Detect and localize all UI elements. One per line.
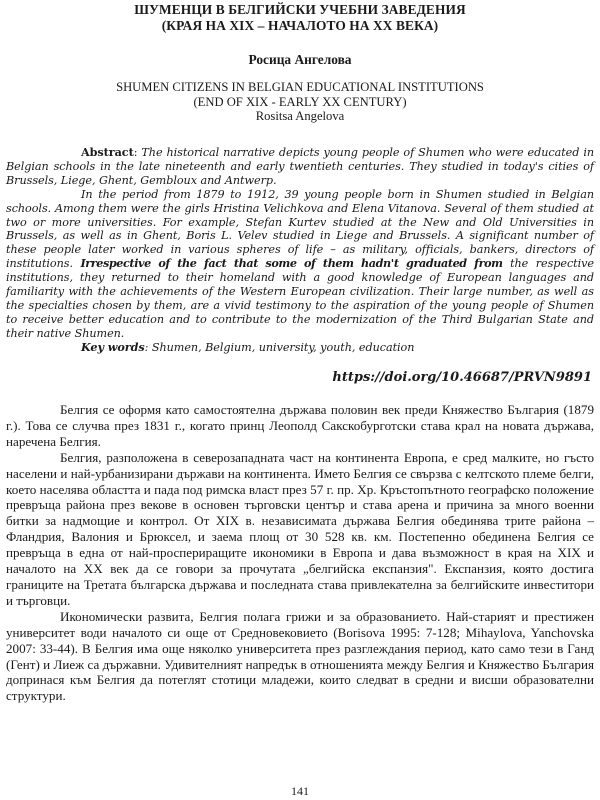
title-english (0, 80, 600, 124)
title-bulgarian (0, 2, 600, 34)
doi-link[interactable]: https://doi.org/10.46687/PRVN9891 (332, 370, 592, 385)
keywords-list: : Shumen, Belgium, university, youth, education (144, 340, 415, 354)
page-number: 141 (291, 784, 309, 798)
keywords (6, 341, 594, 355)
abstract-text-1: The historical narrative depicts young people of Shumen who were educated in Belgian schools in the late nineteenth and early twentieth centuries. They studied in today's cities of Brussels, Liege, Ghent, Gembloux and Antwerp. (6, 146, 595, 187)
body-paragraph: Икономически развита, Белгия полага грижи и за образованието. Най-старият и престижен университет води началото си още от Средновековието (Borisova 1995: 7-128; Mihaylova, Yanchovska 2007: 33-44). В Белгия има още няколко университета през разглеждания период, като само тези в Ганд (Гент) и Лиеж са държавни. Удивителният напредък в отношенията между Белгия и Княжество България допринася към Белгия да потеглят стотици младежи, които следват в средни и висши образователни структури. (6, 608, 594, 704)
title-bg-line1: ШУМЕНЦИ В БЕЛГИЙСКИ УЧЕБНИ ЗАВЕДЕНИЯ (134, 2, 466, 17)
abstract-text-2-bold: Irrespective of the fact that some of them hadn't graduated from (80, 256, 503, 271)
abstract (6, 146, 594, 355)
body-paragraph: Белгия, разположена в северозападната част на континента Европа, е сред малките, но гъсто населени и най-урбанизирани държави на континента. Името Белгия се свързва с келтското племе белги, което населява областта и пада под римска власт през 57 г. пр. Хр. Кръстопътното географско положение превръща района през векове в основен търговски център и става арена и причина за много военни битки за надмощие и контрол. От XIX в. независимата държава Белгия обединява трите района – Фландрия, Валония и Брюксел, и заема площ от 30 528 кв. км. Постепенно обединена Белгия се превръща в една от най-проспериращите икономики в Европа и дава възможност в края на XIX и началото на XX век да се говори за прочутата „белгийска експанзия". Експанзия, която достига границите на Третата българска държава и последната става привлекателна за белгийските инвеститори и търговци. (6, 449, 594, 608)
author-english: Rositsa Angelova (255, 109, 345, 123)
abstract-paragraph-1: Abstract: The historical narrative depicts young people of Shumen who were educated in Belgian schools in the late nineteenth and early twentieth centuries. They studied in today's cities of Brussels, Liege, Ghent, Gembloux and Antwerp. (6, 145, 595, 187)
title-en-line1: SHUMEN CITIZENS IN BELGIAN EDUCATIONAL INSTITUTIONS (116, 80, 484, 94)
abstract-label: Abstract (81, 145, 134, 159)
abstract-text-2b: the respective institutions, they returned to their homeland with a good knowledge of European languages and familiarity with the achievements of the Western European civilization. Their large number, as well as the specialties chosen by them, are a vivid testimony to the aspiration of the young people of Shumen to receive better education and to contribute to the modernization of the Third Bulgarian State and their native Shumen. (6, 257, 594, 340)
abstract-text-2a: In the period from 1879 to 1912, 39 young people born in Shumen studied in Belgian schools. Among them were the girls Hristina Velichkova and Elena Vitanova. Several of them studied at two or more universities. For example, Stefan Kurtev studied at the New and Old Universities in Brussels, as well as in Ghent, Boris L. Velev studied in Liege and Brussels. A significant number of these people later worked in various spheres of life – as military, officials, bankers, directors of institutions. (6, 187, 594, 271)
title-en-line2: (END OF XIX - EARLY XX CENTURY) (193, 94, 407, 109)
title-bg-line2: (КРАЯ НА XIX – НАЧАЛОТО НА XX ВЕКА) (161, 18, 439, 33)
body-text (6, 402, 594, 704)
body-paragraph: Белгия се оформя като самостоятелна държава половин век преди Княжество България (1879 г.). Това се случва през 1831 г., когато принц Леополд Сакскобурготски става крал на новата държава, наречена Белгия. (6, 402, 594, 449)
abstract-paragraph-2 (6, 188, 594, 341)
author-bulgarian: Росица Ангелова (248, 52, 352, 67)
keywords-label: Key words (81, 339, 145, 354)
